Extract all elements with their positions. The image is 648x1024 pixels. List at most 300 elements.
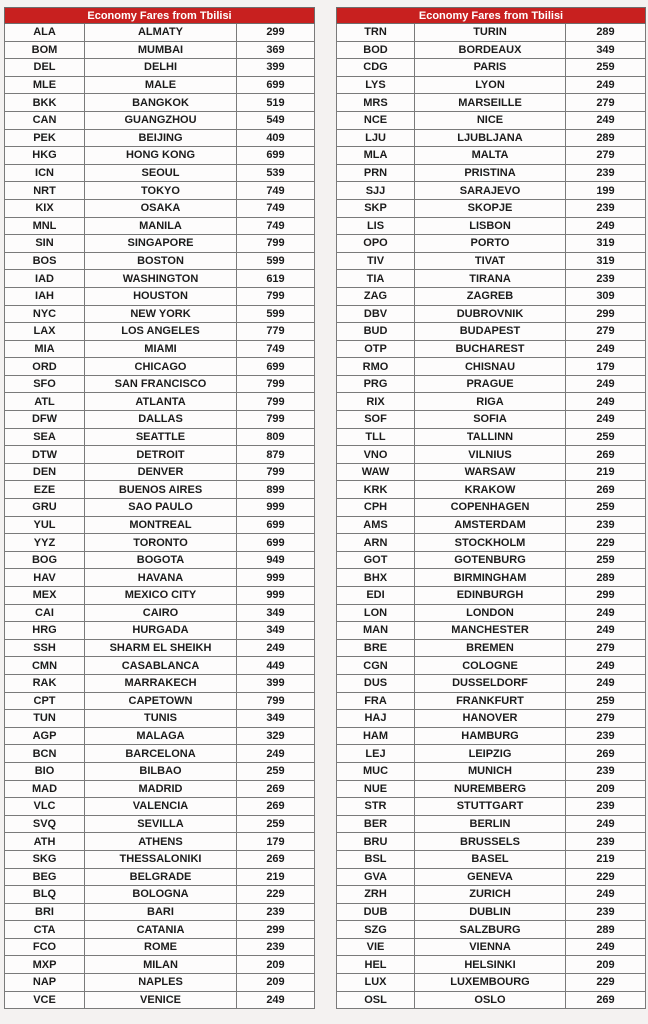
city-name: STOCKHOLM xyxy=(415,534,566,552)
airport-code: WAW xyxy=(337,463,415,481)
city-name: BARI xyxy=(85,903,237,921)
city-name: DELHI xyxy=(85,59,237,77)
fare-price: 249 xyxy=(566,375,646,393)
airport-code: BOD xyxy=(337,41,415,59)
city-name: BUCHAREST xyxy=(415,340,566,358)
fare-price: 239 xyxy=(566,164,646,182)
airport-code: BLQ xyxy=(5,886,85,904)
fare-price: 899 xyxy=(237,481,315,499)
fare-price: 349 xyxy=(237,604,315,622)
city-name: HAMBURG xyxy=(415,727,566,745)
fare-price: 209 xyxy=(566,956,646,974)
city-name: DUBROVNIK xyxy=(415,305,566,323)
airport-code: EZE xyxy=(5,481,85,499)
table-row xyxy=(5,481,315,499)
airport-code: CAN xyxy=(5,111,85,129)
city-name: STUTTGART xyxy=(415,798,566,816)
city-name: DETROIT xyxy=(85,446,237,464)
airport-code: YYZ xyxy=(5,534,85,552)
city-name: BOLOGNA xyxy=(85,886,237,904)
city-name: CHISNAU xyxy=(415,358,566,376)
fare-price: 299 xyxy=(566,305,646,323)
table-row xyxy=(337,674,646,692)
airport-code: DEN xyxy=(5,463,85,481)
table-row xyxy=(5,587,315,605)
city-name: BASEL xyxy=(415,850,566,868)
table-row xyxy=(337,551,646,569)
airport-code: SVQ xyxy=(5,815,85,833)
city-name: DENVER xyxy=(85,463,237,481)
city-name: TOKYO xyxy=(85,182,237,200)
table-row xyxy=(5,798,315,816)
fare-price: 179 xyxy=(566,358,646,376)
airport-code: BKK xyxy=(5,94,85,112)
table-row xyxy=(5,270,315,288)
fare-price: 249 xyxy=(566,393,646,411)
fare-price: 259 xyxy=(237,762,315,780)
city-name: CAIRO xyxy=(85,604,237,622)
airport-code: PRG xyxy=(337,375,415,393)
table-row xyxy=(5,938,315,956)
table-row xyxy=(337,375,646,393)
table-row xyxy=(337,164,646,182)
table-row xyxy=(5,534,315,552)
airport-code: BUD xyxy=(337,323,415,341)
city-name: WARSAW xyxy=(415,463,566,481)
table-row xyxy=(337,622,646,640)
city-name: BORDEAUX xyxy=(415,41,566,59)
city-name: BIRMINGHAM xyxy=(415,569,566,587)
airport-code: BOS xyxy=(5,252,85,270)
city-name: SINGAPORE xyxy=(85,235,237,253)
city-name: SEOUL xyxy=(85,164,237,182)
city-name: MADRID xyxy=(85,780,237,798)
airport-code: CAI xyxy=(5,604,85,622)
table-row xyxy=(5,129,315,147)
city-name: NAPLES xyxy=(85,974,237,992)
table-row xyxy=(5,657,315,675)
airport-code: RAK xyxy=(5,674,85,692)
airport-code: YUL xyxy=(5,516,85,534)
fare-price: 259 xyxy=(566,692,646,710)
airport-code: KRK xyxy=(337,481,415,499)
airport-code: BHX xyxy=(337,569,415,587)
table-row xyxy=(5,921,315,939)
airport-code: VIE xyxy=(337,938,415,956)
city-name: PRAGUE xyxy=(415,375,566,393)
airport-code: OSL xyxy=(337,991,415,1009)
fare-price: 799 xyxy=(237,692,315,710)
city-name: RIGA xyxy=(415,393,566,411)
city-name: FRANKFURT xyxy=(415,692,566,710)
city-name: BOGOTA xyxy=(85,551,237,569)
fare-price: 239 xyxy=(566,762,646,780)
city-name: LONDON xyxy=(415,604,566,622)
airport-code: SIN xyxy=(5,235,85,253)
fare-price: 249 xyxy=(237,639,315,657)
fare-price: 219 xyxy=(566,850,646,868)
fare-price: 239 xyxy=(566,903,646,921)
city-name: KRAKOW xyxy=(415,481,566,499)
airport-code: MAN xyxy=(337,622,415,640)
city-name: MARRAKECH xyxy=(85,674,237,692)
airport-code: BCN xyxy=(5,745,85,763)
table-row xyxy=(5,411,315,429)
city-name: SARAJEVO xyxy=(415,182,566,200)
city-name: BREMEN xyxy=(415,639,566,657)
airport-code: LUX xyxy=(337,974,415,992)
table-title: Economy Fares from Tbilisi xyxy=(5,8,315,24)
table-row xyxy=(337,921,646,939)
table-row xyxy=(337,886,646,904)
fare-price: 299 xyxy=(237,921,315,939)
fare-price: 269 xyxy=(566,745,646,763)
city-name: LISBON xyxy=(415,217,566,235)
airport-code: LJU xyxy=(337,129,415,147)
city-name: MANILA xyxy=(85,217,237,235)
city-name: MALE xyxy=(85,76,237,94)
table-row xyxy=(337,780,646,798)
fare-price: 219 xyxy=(566,463,646,481)
airport-code: DEL xyxy=(5,59,85,77)
airport-code: CDG xyxy=(337,59,415,77)
table-row xyxy=(5,252,315,270)
airport-code: ORD xyxy=(5,358,85,376)
table-row xyxy=(5,340,315,358)
airport-code: SJJ xyxy=(337,182,415,200)
city-name: HANOVER xyxy=(415,710,566,728)
airport-code: MLA xyxy=(337,147,415,165)
airport-code: ZAG xyxy=(337,287,415,305)
airport-code: NUE xyxy=(337,780,415,798)
airport-code: RMO xyxy=(337,358,415,376)
city-name: CASABLANCA xyxy=(85,657,237,675)
table-row xyxy=(337,850,646,868)
city-name: GUANGZHOU xyxy=(85,111,237,129)
table-row xyxy=(5,182,315,200)
airport-code: GVA xyxy=(337,868,415,886)
fare-price: 239 xyxy=(566,516,646,534)
airport-code: DFW xyxy=(5,411,85,429)
airport-code: IAD xyxy=(5,270,85,288)
table-row xyxy=(337,499,646,517)
city-name: MARSEILLE xyxy=(415,94,566,112)
table-row xyxy=(5,551,315,569)
fare-price: 399 xyxy=(237,59,315,77)
airport-code: OPO xyxy=(337,235,415,253)
fare-price: 999 xyxy=(237,499,315,517)
airport-code: BER xyxy=(337,815,415,833)
fare-price: 229 xyxy=(237,886,315,904)
table-row xyxy=(5,762,315,780)
fare-price: 279 xyxy=(566,710,646,728)
table-row xyxy=(5,516,315,534)
airport-code: LON xyxy=(337,604,415,622)
fare-price: 249 xyxy=(566,886,646,904)
airport-code: LAX xyxy=(5,323,85,341)
fare-price: 249 xyxy=(566,674,646,692)
fare-price: 449 xyxy=(237,657,315,675)
city-name: EDINBURGH xyxy=(415,587,566,605)
fare-price: 749 xyxy=(237,199,315,217)
table-row xyxy=(337,956,646,974)
airport-code: NAP xyxy=(5,974,85,992)
airport-code: AGP xyxy=(5,727,85,745)
table-row xyxy=(337,534,646,552)
table-row xyxy=(5,59,315,77)
fare-price: 519 xyxy=(237,94,315,112)
city-name: VILNIUS xyxy=(415,446,566,464)
fare-price: 329 xyxy=(237,727,315,745)
airport-code: BOG xyxy=(5,551,85,569)
city-name: NEW YORK xyxy=(85,305,237,323)
fares-table-left xyxy=(4,7,315,1009)
city-name: OSAKA xyxy=(85,199,237,217)
airport-code: DTW xyxy=(5,446,85,464)
city-name: BEIJING xyxy=(85,129,237,147)
city-name: BILBAO xyxy=(85,762,237,780)
city-name: MUNICH xyxy=(415,762,566,780)
fare-price: 799 xyxy=(237,411,315,429)
city-name: BANGKOK xyxy=(85,94,237,112)
city-name: COPENHAGEN xyxy=(415,499,566,517)
city-name: ALMATY xyxy=(85,24,237,42)
airport-code: SKP xyxy=(337,199,415,217)
table-row xyxy=(337,111,646,129)
airport-code: PRN xyxy=(337,164,415,182)
fare-price: 539 xyxy=(237,164,315,182)
table-row xyxy=(337,41,646,59)
fare-price: 259 xyxy=(566,428,646,446)
fare-price: 179 xyxy=(237,833,315,851)
city-name: VENICE xyxy=(85,991,237,1009)
airport-code: LIS xyxy=(337,217,415,235)
city-name: SAN FRANCISCO xyxy=(85,375,237,393)
airport-code: STR xyxy=(337,798,415,816)
fare-price: 229 xyxy=(566,974,646,992)
fare-price: 259 xyxy=(237,815,315,833)
airport-code: NRT xyxy=(5,182,85,200)
airport-code: LEJ xyxy=(337,745,415,763)
airport-code: CMN xyxy=(5,657,85,675)
fare-price: 219 xyxy=(237,868,315,886)
table-row xyxy=(337,710,646,728)
fare-price: 269 xyxy=(566,446,646,464)
fare-price: 239 xyxy=(566,798,646,816)
table-row xyxy=(337,481,646,499)
table-row xyxy=(337,657,646,675)
fare-price: 279 xyxy=(566,323,646,341)
fare-price: 879 xyxy=(237,446,315,464)
fare-price: 249 xyxy=(566,76,646,94)
table-row xyxy=(337,798,646,816)
table-row xyxy=(337,24,646,42)
city-name: MEXICO CITY xyxy=(85,587,237,605)
table-row xyxy=(337,974,646,992)
fare-price: 349 xyxy=(237,710,315,728)
table-row xyxy=(5,674,315,692)
airport-code: HKG xyxy=(5,147,85,165)
fare-price: 249 xyxy=(566,657,646,675)
table-row xyxy=(337,305,646,323)
fare-price: 999 xyxy=(237,569,315,587)
fares-table-right xyxy=(336,7,646,1009)
city-name: TUNIS xyxy=(85,710,237,728)
airport-code: CPT xyxy=(5,692,85,710)
city-name: MONTREAL xyxy=(85,516,237,534)
airport-code: FRA xyxy=(337,692,415,710)
fare-price: 749 xyxy=(237,217,315,235)
city-name: LOS ANGELES xyxy=(85,323,237,341)
city-name: NUREMBERG xyxy=(415,780,566,798)
airport-code: HAJ xyxy=(337,710,415,728)
table-row xyxy=(337,428,646,446)
airport-code: EDI xyxy=(337,587,415,605)
fare-price: 249 xyxy=(237,745,315,763)
airport-code: CPH xyxy=(337,499,415,517)
table-row xyxy=(5,622,315,640)
city-name: CATANIA xyxy=(85,921,237,939)
fare-price: 249 xyxy=(566,111,646,129)
fare-price: 599 xyxy=(237,252,315,270)
table-row xyxy=(337,358,646,376)
table-row xyxy=(5,569,315,587)
city-name: NICE xyxy=(415,111,566,129)
fare-price: 699 xyxy=(237,147,315,165)
city-name: TIVAT xyxy=(415,252,566,270)
fare-price: 289 xyxy=(566,921,646,939)
table-row xyxy=(337,938,646,956)
airport-code: SOF xyxy=(337,411,415,429)
table-row xyxy=(5,727,315,745)
city-name: BERLIN xyxy=(415,815,566,833)
fare-price: 269 xyxy=(237,850,315,868)
city-name: VIENNA xyxy=(415,938,566,956)
table-row xyxy=(5,639,315,657)
fare-price: 239 xyxy=(237,903,315,921)
table-row xyxy=(5,463,315,481)
city-name: SEVILLA xyxy=(85,815,237,833)
fare-price: 299 xyxy=(237,24,315,42)
city-name: SEATTLE xyxy=(85,428,237,446)
fare-price: 349 xyxy=(237,622,315,640)
fare-price: 799 xyxy=(237,463,315,481)
airport-code: HRG xyxy=(5,622,85,640)
table-row xyxy=(5,886,315,904)
table-row xyxy=(5,956,315,974)
table-row xyxy=(5,235,315,253)
city-name: HAVANA xyxy=(85,569,237,587)
city-name: BUDAPEST xyxy=(415,323,566,341)
city-name: MALAGA xyxy=(85,727,237,745)
airport-code: TIV xyxy=(337,252,415,270)
table-row xyxy=(5,41,315,59)
city-name: HOUSTON xyxy=(85,287,237,305)
city-name: SALZBURG xyxy=(415,921,566,939)
airport-code: BSL xyxy=(337,850,415,868)
airport-code: PEK xyxy=(5,129,85,147)
fares-table-body xyxy=(337,24,646,1009)
city-name: HELSINKI xyxy=(415,956,566,974)
fare-price: 999 xyxy=(237,587,315,605)
airport-code: ICN xyxy=(5,164,85,182)
fare-price: 549 xyxy=(237,111,315,129)
city-name: HURGADA xyxy=(85,622,237,640)
fare-price: 249 xyxy=(566,217,646,235)
airport-code: SEA xyxy=(5,428,85,446)
city-name: ROME xyxy=(85,938,237,956)
fare-price: 249 xyxy=(566,622,646,640)
city-name: BARCELONA xyxy=(85,745,237,763)
airport-code: BRI xyxy=(5,903,85,921)
table-row xyxy=(337,217,646,235)
fare-price: 289 xyxy=(566,569,646,587)
fare-price: 209 xyxy=(237,956,315,974)
fare-price: 249 xyxy=(566,938,646,956)
table-row xyxy=(337,868,646,886)
airport-code: VLC xyxy=(5,798,85,816)
airport-code: BRU xyxy=(337,833,415,851)
fare-price: 699 xyxy=(237,76,315,94)
table-row xyxy=(5,710,315,728)
city-name: SOFIA xyxy=(415,411,566,429)
table-row xyxy=(5,323,315,341)
fare-price: 199 xyxy=(566,182,646,200)
city-name: DUBLIN xyxy=(415,903,566,921)
fare-price: 699 xyxy=(237,358,315,376)
fare-price: 399 xyxy=(237,674,315,692)
city-name: LEIPZIG xyxy=(415,745,566,763)
fare-price: 749 xyxy=(237,340,315,358)
airport-code: TUN xyxy=(5,710,85,728)
fare-price: 799 xyxy=(237,235,315,253)
city-name: DALLAS xyxy=(85,411,237,429)
table-row xyxy=(337,323,646,341)
table-row xyxy=(5,850,315,868)
airport-code: SFO xyxy=(5,375,85,393)
table-row xyxy=(337,833,646,851)
airport-code: TRN xyxy=(337,24,415,42)
fare-price: 599 xyxy=(237,305,315,323)
fare-price: 949 xyxy=(237,551,315,569)
fare-price: 289 xyxy=(566,24,646,42)
city-name: LUXEMBOURG xyxy=(415,974,566,992)
city-name: HONG KONG xyxy=(85,147,237,165)
table-row xyxy=(337,393,646,411)
city-name: TALLINN xyxy=(415,428,566,446)
fare-price: 249 xyxy=(237,991,315,1009)
table-row xyxy=(5,305,315,323)
table-row xyxy=(337,903,646,921)
fare-price: 229 xyxy=(566,534,646,552)
airport-code: HAM xyxy=(337,727,415,745)
table-row xyxy=(337,147,646,165)
table-row xyxy=(337,745,646,763)
table-row xyxy=(337,815,646,833)
table-row xyxy=(337,516,646,534)
city-name: ATHENS xyxy=(85,833,237,851)
fare-price: 259 xyxy=(566,499,646,517)
table-row xyxy=(5,217,315,235)
city-name: CHICAGO xyxy=(85,358,237,376)
airport-code: NYC xyxy=(5,305,85,323)
city-name: BUENOS AIRES xyxy=(85,481,237,499)
airport-code: RIX xyxy=(337,393,415,411)
table-row xyxy=(5,499,315,517)
table-row xyxy=(337,252,646,270)
airport-code: DUS xyxy=(337,674,415,692)
table-row xyxy=(5,76,315,94)
